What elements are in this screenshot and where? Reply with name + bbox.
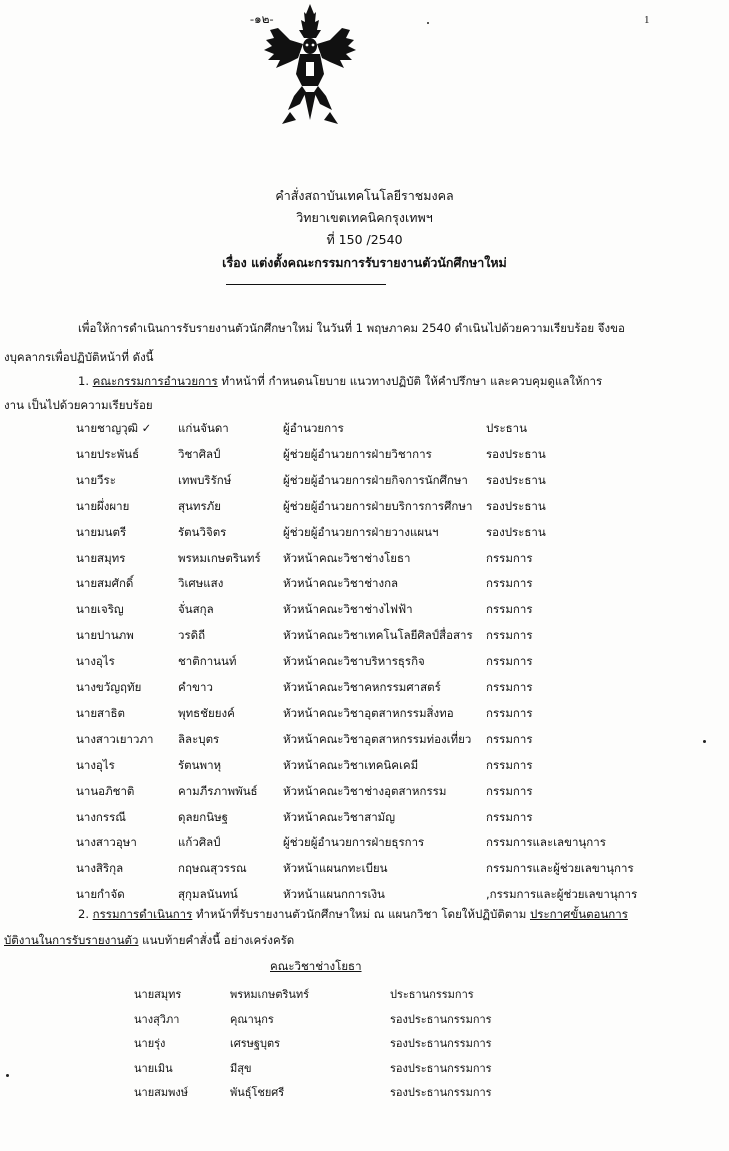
member-name: นายสาธิต: [76, 705, 126, 720]
member-surname: เทพบริรักษ์: [178, 472, 232, 487]
member-role: กรรมการ: [486, 783, 533, 798]
civil-department-title: คณะวิชาช่างโยธา: [270, 959, 362, 973]
member-surname: ลิละบุตร: [178, 731, 220, 746]
section2-text-line2: [4, 932, 294, 950]
member-position: หัวหน้าคณะวิชาช่างไฟฟ้า: [283, 602, 413, 617]
member-surname: คุณานุกร: [230, 1012, 274, 1026]
member-role: กรรมการ: [486, 809, 533, 824]
member-position: ผู้อำนวยการ: [283, 421, 344, 435]
committee-row: [0, 653, 729, 677]
scan-speck: [427, 22, 429, 24]
member-role: รองประธานกรรมการ: [390, 1061, 492, 1075]
civil-member-row: [0, 1034, 729, 1058]
member-surname: ชาติกานนท์: [178, 654, 237, 669]
member-surname: จั่นสกุล: [178, 602, 214, 617]
committee-row: [0, 420, 729, 444]
member-role: ประธานกรรมการ: [390, 988, 474, 1001]
member-position: หัวหน้าแผนกการเงิน: [283, 887, 385, 902]
order-subject: เรื่อง แต่งตั้งคณะกรรมการรับรายงานตัวนักศึกษาใหม่: [222, 255, 507, 270]
member-surname: รัตนวิจิตร: [178, 524, 227, 539]
member-position: หัวหน้าคณะวิชาอุตสาหกรรมสิ่งทอ: [283, 705, 454, 720]
member-role: กรรมการ: [486, 680, 533, 694]
member-role: รองประธานกรรมการ: [390, 1012, 492, 1026]
member-surname: คามภีรภาพพันธ์: [178, 783, 258, 798]
committee-row: [0, 860, 729, 884]
section2-heading: [78, 906, 628, 924]
committee-row: [0, 627, 729, 651]
member-name: นางอุไร: [76, 757, 115, 772]
member-name: นางขวัญฤทัย: [76, 680, 142, 694]
member-name: นายเจริญ: [76, 602, 124, 617]
member-position: หัวหน้าคณะวิชาเทคนิคเคมี: [283, 757, 419, 772]
member-surname: แก้วศิลป์: [178, 835, 221, 850]
member-role: กรรมการ: [486, 628, 533, 643]
member-position: หัวหน้าคณะวิชาเทคโนโลยีศิลป์สื่อสาร: [283, 628, 473, 643]
member-role: ประธาน: [486, 421, 527, 435]
section1-heading: [78, 373, 602, 391]
member-position: หัวหน้าแผนกทะเบียน: [283, 861, 388, 876]
member-name: นายผึ่งผาย: [76, 498, 130, 513]
intro-paragraph-line1: เพื่อให้การดำเนินการรับรายงานตัวนักศึกษาใหม่ ในวันที่ 1 พฤษภาคม 2540 ดำเนินไปด้วยความเรียบร้อย จึงขอ: [78, 321, 625, 335]
committee-row: [0, 834, 729, 858]
member-role: รองประธาน: [486, 498, 546, 513]
member-surname: วิเศษแสง: [178, 576, 224, 591]
committee-row: [0, 575, 729, 599]
member-role: ,กรรมการและผู้ช่วยเลขานุการ: [486, 887, 638, 902]
order-number: ที่ 150 /2540: [326, 232, 403, 247]
member-name: นางอุไร: [76, 654, 115, 669]
member-role: กรรมการ: [486, 654, 533, 669]
civil-member-row: [0, 1059, 729, 1083]
scan-speck: [6, 1074, 9, 1077]
member-surname: แก่นจันดา: [178, 421, 229, 435]
member-surname: สุกุมลนันทน์: [178, 887, 238, 902]
member-surname: คำขาว: [178, 680, 213, 694]
member-role: กรรมการ: [486, 550, 533, 565]
member-surname: ดุลยกนิษฐ: [178, 809, 229, 824]
member-name: นานอภิชาติ: [76, 783, 135, 798]
committee-row: [0, 524, 729, 548]
member-surname: พุทธชัยยงค์: [178, 705, 235, 720]
member-name: นางสาวเยาวภา: [76, 731, 154, 746]
member-name: นายสมุทร: [76, 550, 126, 565]
member-name: นายวีระ: [76, 472, 116, 487]
committee-row: [0, 731, 729, 755]
scan-speck: [703, 740, 706, 743]
committee-row: [0, 783, 729, 807]
title-divider: [226, 284, 386, 285]
member-role: กรรมการ: [486, 731, 533, 746]
section2-reference-2: บัติงานในการรับรายงานตัว: [4, 933, 139, 947]
committee-row: [0, 809, 729, 833]
page-number: -๑๒-: [250, 12, 274, 26]
member-surname: เศรษฐบุตร: [230, 1037, 281, 1050]
committee-row: [0, 705, 729, 729]
member-surname: วิชาศิลป์: [178, 446, 221, 461]
member-role: รองประธาน: [486, 446, 546, 461]
section1-text: ทำหน้าที่ กำหนดนโยบาย แนวทางปฏิบัติ ให้คำปรึกษา และควบคุมดูแลให้การ: [217, 374, 603, 388]
member-surname: สุนทรภัย: [178, 498, 221, 513]
member-surname: พรหมเกษตรินทร์: [230, 988, 310, 1001]
section2-reference-1: ประกาศขั้นตอนการ: [529, 907, 628, 921]
member-position: ผู้ช่วยผู้อำนวยการฝ่ายวางแผนฯ: [283, 524, 439, 539]
section2-text: ทำหน้าที่รับรายงานตัวนักศึกษาใหม่ ณ แผนกวิชา โดยให้ปฏิบัติตาม: [192, 907, 530, 921]
civil-member-row: [0, 1083, 729, 1107]
member-name: นายสมุทร: [134, 988, 182, 1001]
member-role: รองประธานกรรมการ: [390, 1086, 492, 1099]
section2-tail: แนบท้ายคำสั่งนี้ อย่างเคร่งครัด: [138, 933, 295, 947]
member-surname: กฤษณสุวรรณ: [178, 861, 247, 876]
member-name: นางกรรณี: [76, 809, 126, 824]
member-role: รองประธาน: [486, 472, 546, 487]
section2-number: 2.: [78, 907, 89, 921]
section1-number: 1.: [78, 374, 89, 388]
member-position: หัวหน้าคณะวิชาอุตสาหกรรมท่องเที่ยว: [283, 731, 472, 746]
committee-row: [0, 446, 729, 470]
member-name: นายรุ่ง: [134, 1037, 166, 1050]
civil-member-row: [0, 1010, 729, 1034]
member-name: นายสมศักดิ์: [76, 576, 134, 591]
member-name: นางสุวิภา: [134, 1012, 180, 1026]
member-position: หัวหน้าคณะวิชาคหกรรมศาสตร์: [283, 680, 441, 694]
member-name: นางสาวอุษา: [76, 835, 137, 850]
member-position: ผู้ช่วยผู้อำนวยการฝ่ายวิชาการ: [283, 446, 432, 461]
committee-row: [0, 679, 729, 703]
committee-row: [0, 550, 729, 574]
member-role: กรรมการและผู้ช่วยเลขานุการ: [486, 861, 634, 876]
corner-number: 1: [644, 14, 650, 26]
member-name: นายกำจัด: [76, 887, 125, 902]
order-title-line1: คำสั่งสถาบันเทคโนโลยีราชมงคล: [275, 188, 454, 203]
committee-row: [0, 601, 729, 625]
member-position: หัวหน้าคณะวิชาช่างโยธา: [283, 550, 411, 565]
member-position: หัวหน้าคณะวิชาช่างกล: [283, 576, 399, 591]
member-name: นายชาญวุฒิ ✓: [76, 421, 152, 435]
member-role: กรรมการ: [486, 602, 533, 617]
member-role: กรรมการและเลขานุการ: [486, 835, 606, 850]
member-name: นายปานภพ: [76, 628, 134, 643]
section1-title: คณะกรรมการอำนวยการ: [92, 374, 218, 388]
member-name: นายประพันธ์: [76, 446, 140, 461]
member-position: หัวหน้าคณะวิชาช่างอุตสาหกรรม: [283, 783, 447, 798]
member-name: นายสมพงษ์: [134, 1086, 188, 1099]
member-surname: รัตนพาหุ: [178, 757, 222, 772]
member-name: นายมนตรี: [76, 524, 127, 539]
committee-row: [0, 472, 729, 496]
member-role: รองประธานกรรมการ: [390, 1037, 492, 1050]
member-surname: พรหมเกษตรินทร์: [178, 550, 261, 565]
civil-member-row: [0, 985, 729, 1009]
member-surname: มีสุข: [230, 1061, 252, 1075]
intro-paragraph-line2: งบุคลากรเพื่อปฏิบัติหน้าที่ ดังนี้: [4, 350, 154, 364]
member-position: หัวหน้าคณะวิชาสามัญ: [283, 809, 396, 824]
member-surname: วรดิถี: [178, 628, 206, 643]
member-name: นางสิริกุล: [76, 861, 124, 876]
garuda-emblem: [260, 0, 360, 140]
member-position: ผู้ช่วยผู้อำนวยการฝ่ายบริการการศึกษา: [283, 498, 473, 513]
member-position: หัวหน้าคณะวิชาบริหารธุรกิจ: [283, 654, 425, 669]
committee-row: [0, 757, 729, 781]
member-role: กรรมการ: [486, 576, 533, 591]
member-position: ผู้ช่วยผู้อำนวยการฝ่ายกิจการนักศึกษา: [283, 472, 468, 487]
member-role: กรรมการ: [486, 757, 533, 772]
member-name: นายเมิน: [134, 1061, 173, 1075]
member-role: รองประธาน: [486, 524, 546, 539]
order-title-line2: วิทยาเขตเทคนิคกรุงเทพฯ: [296, 210, 433, 225]
member-surname: พันธุ์โชยศรี: [230, 1086, 285, 1099]
section1-text-line2: งาน เป็นไปด้วยความเรียบร้อย: [4, 398, 153, 412]
member-position: ผู้ช่วยผู้อำนวยการฝ่ายธุรการ: [283, 835, 425, 850]
section2-title: กรรมการดำเนินการ: [92, 907, 193, 921]
committee-row: [0, 498, 729, 522]
member-role: กรรมการ: [486, 705, 533, 720]
